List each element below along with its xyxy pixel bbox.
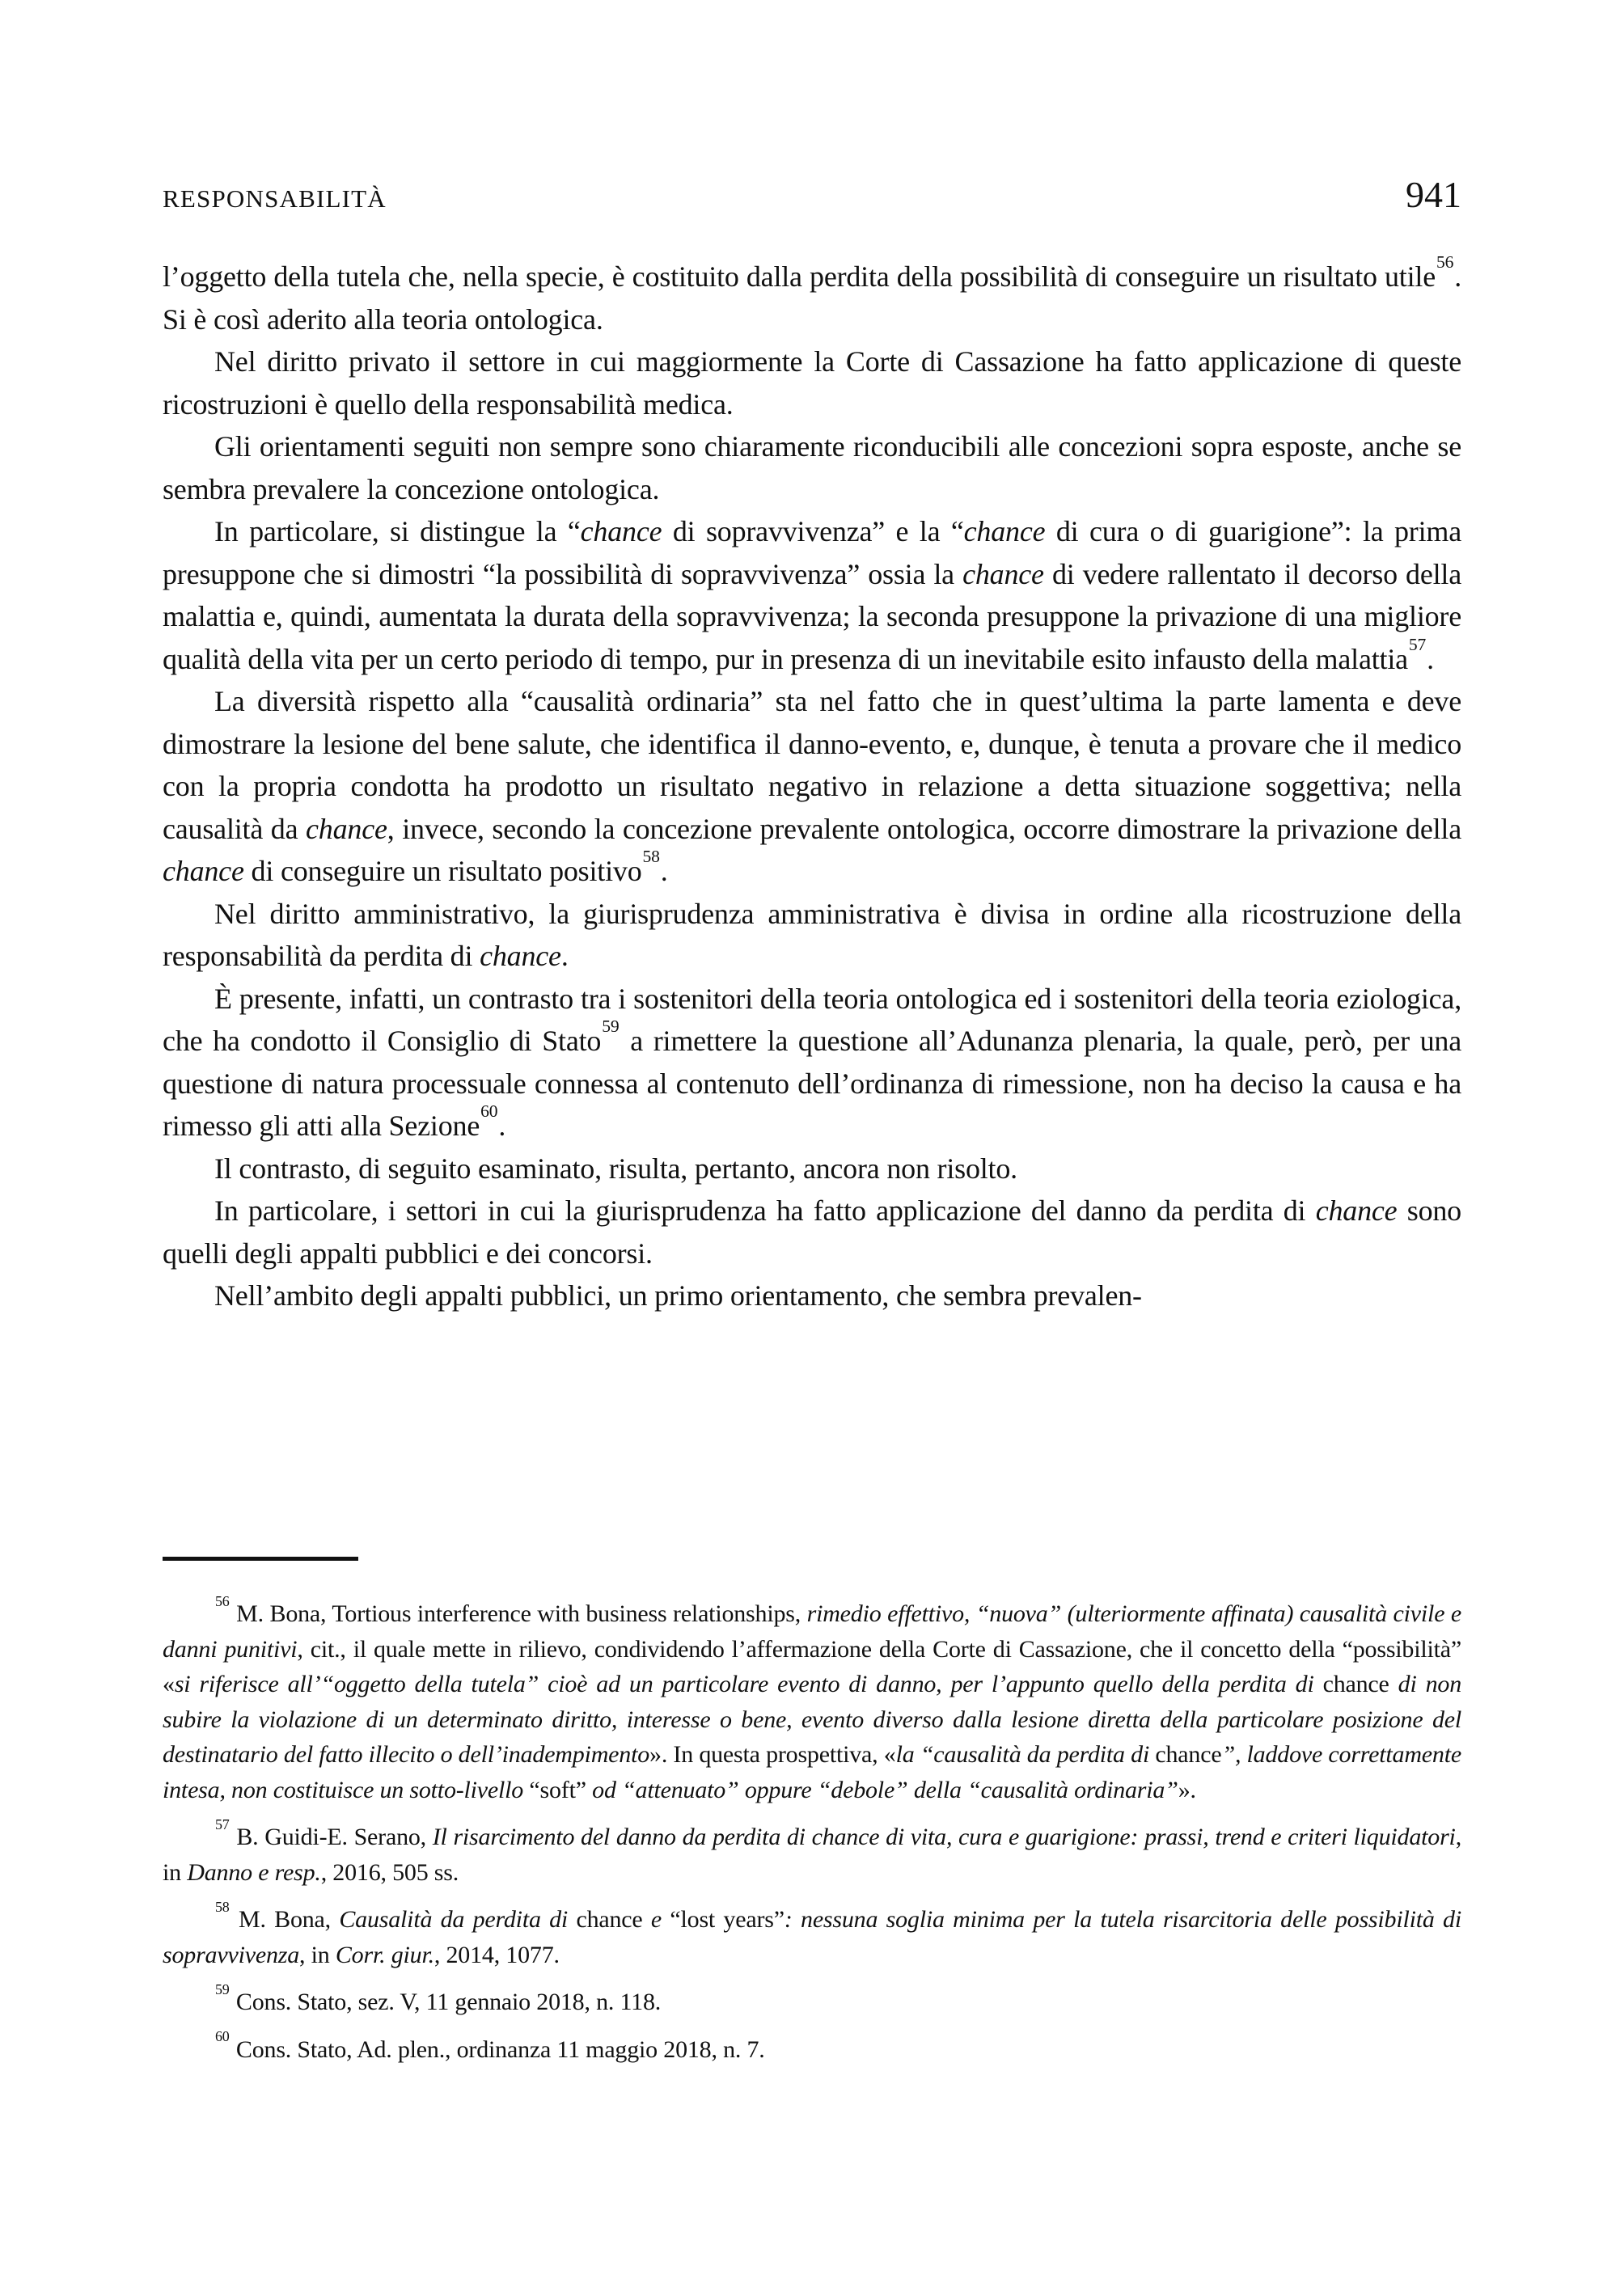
text-run: chance <box>1155 1741 1222 1768</box>
text-run: Gli orientamenti seguiti non sempre sono chiaramente riconducibili alle concezioni sopra esposte, anche se sembra prevalere la concezione ontologica. <box>163 430 1461 505</box>
footnote <box>163 1592 1461 1807</box>
paragraph <box>163 1148 1461 1190</box>
text-run: In particolare, i settori in cui la giurisprudenza ha fatto applicazione del danno da perdita di <box>214 1194 1316 1227</box>
body-text <box>163 252 1462 1317</box>
text-run: rimedio effettivo, “nuova” (ulteriormente affinata) causalità civile e danni punitivi <box>163 1600 1461 1663</box>
page-header <box>163 173 1461 216</box>
footnote-ref: 57 <box>1408 634 1427 654</box>
paragraph <box>163 680 1461 893</box>
text-run: Il risarcimento del danno da perdita di chance di vita, cura e guarigione: prassi, trend e criteri liquidatori <box>432 1824 1456 1850</box>
text-run: . <box>660 855 668 887</box>
text-run: chance <box>1322 1671 1389 1697</box>
text-run: di vedere rallentato il decorso della malattia e, quindi, aumentata la durata della sopravvivenza; la seconda presuppone la privazione di una migliore qualità della vita per un certo periodo di tempo, pur in presenza di un inevitabile esito infausto della malattia <box>163 557 1461 675</box>
text-run: chance <box>963 515 1046 547</box>
text-run: di cura o di guarigione”: la prima presuppone che si dimostri “la possibilità di sopravvivenza” ossia la <box>163 515 1461 590</box>
text-run: Il contrasto, di seguito esaminato, risulta, pertanto, ancora non risolto. <box>214 1152 1017 1185</box>
text-run: Causalità da perdita di <box>339 1906 577 1933</box>
footnote <box>163 1815 1461 1890</box>
text-run: Nel diritto amministrativo, la giurisprudenza amministrativa è divisa in ordine alla ricostruzione della responsabilità da perdita di <box>163 897 1461 972</box>
footnotes <box>163 1592 1461 2067</box>
text-run: . <box>498 1110 506 1142</box>
text-run: sono quelli degli appalti pubblici e dei concorsi. <box>163 1194 1461 1270</box>
footnote-ref: 56 <box>215 1592 230 1609</box>
paragraph <box>163 252 1461 340</box>
text-run: chance <box>580 515 662 547</box>
footnote-ref: 60 <box>215 2028 230 2045</box>
text-run: di conseguire un risultato positivo <box>243 855 642 887</box>
text-run: , 2014, 1077. <box>433 1941 560 1968</box>
footnote-ref: 58 <box>642 847 660 867</box>
text-run: M. Bona, <box>230 1906 340 1933</box>
text-run: ». <box>1178 1776 1196 1803</box>
text-run: Danno e resp. <box>187 1858 321 1886</box>
text-run: Nell’ambito degli appalti pubblici, un primo orientamento, che sembra prevalen- <box>214 1279 1142 1312</box>
text-run: Cons. Stato, sez. V, 11 gennaio 2018, n. 118. <box>230 1989 662 2015</box>
text-run: , in <box>163 1824 1461 1886</box>
footnote-ref: 59 <box>215 1980 230 1997</box>
paragraph <box>163 1274 1461 1317</box>
text-run: chance <box>480 940 561 972</box>
text-run: di sopravvivenza” e la “ <box>662 515 964 547</box>
text-run: a rimettere la questione all’Adunanza plenaria, la quale, però, per una questione di natura processuale connessa al contenuto dell’ordinanza di rimessione, non ha deciso la causa e ha rimesso gli atti alla Sezione <box>163 1025 1462 1142</box>
text-run: , in <box>299 1941 336 1968</box>
text-run: si riferisce all’“oggetto della tutela” cioè ad un particolare evento di danno, per l’appunto quello della perdita di <box>174 1671 1323 1697</box>
text-run: M. Bona, Tortious interference with business relationships, <box>230 1600 807 1627</box>
text-run: Nel diritto privato il settore in cui maggiormente la Corte di Cassazione ha fatto applicazione di queste ricostruzioni è quello della responsabilità medica. <box>163 345 1461 421</box>
text-run: . <box>560 940 569 972</box>
text-run: Corr. giur. <box>335 1941 434 1968</box>
text-run: . Si è così aderito alla teoria ontologica. <box>163 260 1461 336</box>
text-run: . <box>1427 642 1434 675</box>
text-run: od “attenuato” oppure “debole” della “causalità ordinaria” <box>586 1776 1178 1803</box>
paragraph <box>163 1190 1461 1274</box>
text-run: : nessuna soglia minima per la tutela risarcitoria delle possibilità di sopravvivenza <box>163 1906 1461 1968</box>
paragraph <box>163 893 1461 978</box>
footnote <box>163 2028 1461 2068</box>
text-run: “lost years” <box>670 1906 785 1933</box>
footnote-ref: 57 <box>215 1815 230 1832</box>
page-number: 941 <box>1406 174 1461 215</box>
text-run: chance <box>576 1906 643 1933</box>
text-run: , 2016, 505 ss. <box>320 1858 459 1886</box>
footnote <box>163 1898 1461 1972</box>
text-run: ». In questa prospettiva, « <box>649 1741 896 1768</box>
text-run: chance <box>163 855 244 887</box>
paragraph <box>163 425 1461 510</box>
text-run: B. Guidi-E. Serano, <box>230 1824 433 1850</box>
footnote-block <box>163 1557 1461 2079</box>
text-run: ”, laddove correttamente intesa, non costituisce un sotto-livello <box>163 1741 1461 1803</box>
paragraph <box>163 510 1461 680</box>
text-run: di non subire la violazione di un determinato diritto, interesse o bene, evento diverso dalla lesione diretta della particolare posizione del destinatario del fatto illecito o dell’inadempimento <box>163 1671 1461 1768</box>
footnote-ref: 59 <box>602 1017 620 1037</box>
text-run: È presente, infatti, un contrasto tra i sostenitori della teoria ontologica ed i sostenitori della teoria eziologica, che ha condotto il Consiglio di Stato <box>163 982 1461 1057</box>
text-run: e <box>642 1906 670 1933</box>
text-run: Cons. Stato, Ad. plen., ordinanza 11 maggio 2018, n. 7. <box>230 2035 765 2063</box>
text-run: la “causalità da perdita di <box>895 1741 1156 1768</box>
text-run: l’oggetto della tutela che, nella specie, è costituito dalla perdita della possibilità di conseguire un risultato utile <box>163 260 1436 293</box>
running-title: RESPONSABILITÀ <box>163 184 387 213</box>
text-run: , invece, secondo la concezione prevalente ontologica, occorre dimostrare la privazione della <box>387 812 1462 845</box>
footnote <box>163 1980 1461 2020</box>
text-run: chance <box>1315 1194 1398 1227</box>
paragraph <box>163 978 1461 1148</box>
text-run: “soft” <box>529 1776 586 1803</box>
paragraph <box>163 340 1461 425</box>
text-run: In particolare, si distingue la “ <box>214 515 581 547</box>
footnote-ref: 60 <box>480 1101 498 1122</box>
text-run: La diversità rispetto alla “causalità ordinaria” sta nel fatto che in quest’ultima la parte lamenta e deve dimostrare la lesione del bene salute, che identifica il danno-evento, e, dunque, è tenuta a provare che il medico con la propria condotta ha prodotto un risultato negativo in relazione a detta situazione soggettiva; nella causalità da <box>163 685 1461 845</box>
footnote-ref: 58 <box>215 1898 230 1915</box>
text-run: chance <box>306 812 387 845</box>
footnote-separator <box>163 1557 358 1561</box>
text-run: chance <box>962 557 1044 590</box>
footnote-ref: 56 <box>1436 252 1454 273</box>
text-run: , cit., il quale mette in rilievo, condividendo l’affermazione della Corte di Cassazione, che il concetto della “possibilità” « <box>163 1635 1461 1697</box>
